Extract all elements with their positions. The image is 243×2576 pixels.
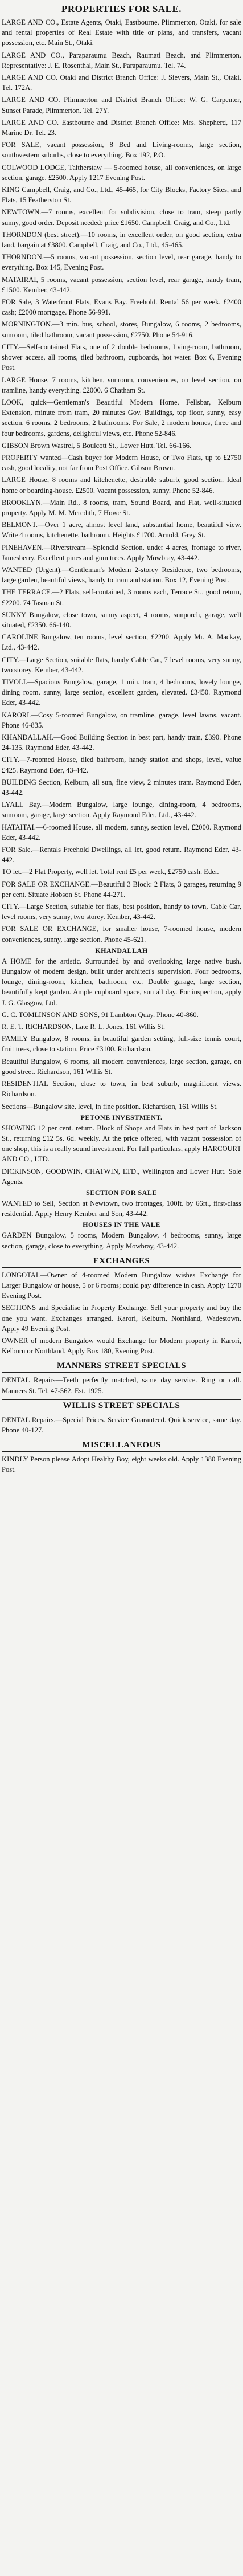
classified-ad: PROPERTY wanted—Cash buyer for Modern House, or Two Flats, up to £2750 cash, good locality, not far from Post Office. Gibson Brown.: [2, 453, 241, 472]
classified-ad: LARGE AND CO. Eastbourne and District Branch Office: Mrs. Shepherd, 117 Marine Dr. Tel. 23.: [2, 118, 241, 137]
classified-ad: COLWOOD LODGE, Taitherstaw — 5-roomed house, all conveniences, on large section, garage. £2500. Apply 1217 Evening Post.: [2, 163, 241, 182]
section-heading: EXCHANGES: [2, 1255, 241, 1268]
classified-ad: PINEHAVEN.—Riverstream—Splendid Section, under 4 acres, frontage to river, Jamesberry. Excellent pines and gum trees. Apply Mowbray, 43-442.: [2, 543, 241, 562]
classified-ad: LARGE AND CO. Plimmerton and District Branch Office: W. G. Carpenter, Sunset Parade, Plimmerton. Tel. 27Y.: [2, 96, 241, 115]
section-heading: PROPERTIES FOR SALE.: [61, 3, 182, 14]
classified-ad: LARGE AND CO., Estate Agents, Otaki, Eastbourne, Plimmerton, Otaki, for sale and rental properties of Real Estate with title or plans, and transfers, vacant possession, etc. Main St., Otaki.: [2, 18, 241, 47]
classified-ad: DENTAL Repairs.—Special Prices. Service Guaranteed. Quick service, same day. Phone 40-127.: [2, 1415, 241, 1434]
classified-ad: Beautiful Bungalow, 6 rooms, all modern conveniences, large section, garage, on good street. Richardson, 161 Willis St.: [2, 1057, 241, 1076]
classified-ad: R. E. T. RICHARDSON, Late R. L. Jones, 161 Willis St.: [2, 1023, 166, 1031]
classifieds-column: [2, 3, 241, 1475]
classified-ad: HATAITAI.—6-roomed House, all modern, sunny, section level, £2000. Raymond Eder, 43-442.: [2, 823, 241, 842]
classified-ad: NEWTOWN.—7 rooms, excellent for subdivision, close to tram, steep partly sunny, good order. Deposit needed: price £1650. Campbell, Craig, and Co., Ltd.: [2, 208, 241, 227]
classified-ad: FOR SALE OR EXCHANGE, for smaller house, 7-roomed house, modern conveniences, sunny, large section. Phone 45-621.: [2, 925, 241, 944]
classified-ad: LARGE AND CO., Paraparaumu Beach, Raumati Beach, and Plimmerton. Representative: J. E. Rosenthal, Main St., Paraparaumu. Tel. 74.: [2, 51, 241, 70]
classified-ad: A HOME for the artistic. Surrounded by and overlooking large native bush. Bungalow of modern design, built under architect's supervision. Four bedrooms, lounge, dining-room, kitchen, bathroom, etc. Double garage, large section, beautifully kept garden. Ample cupboard space, sun all day. For inspection, apply J. G. Glasgow, Ltd.: [2, 957, 241, 1007]
classified-ad: LARGE AND CO. Otaki and District Branch Office: J. Sievers, Main St., Otaki. Tel. 172A.: [2, 74, 241, 92]
classified-ad: G. C. TOMLINSON AND SONS, 91 Lambton Quay. Phone 40-860.: [2, 1010, 199, 1019]
classified-ad: BELMONT.—Over 1 acre, almost level land, substantial home, beautiful view. Write 4 rooms, kitchenette, bathroom. Heights £1700. Arnold, Grey St.: [2, 521, 241, 540]
classified-ad: TO let.—2 Flat Property, well let. Total rent £5 per week, £2750 cash. Eder.: [2, 868, 219, 876]
classified-ad: DENTAL Repairs—Teeth perfectly matched, same day service. Ring or call. Manners St. Tel. 47-562. Est. 1925.: [2, 1376, 241, 1395]
classified-ad: RESIDENTIAL Section, close to town, in best suburb, magnificent views. Richardson.: [2, 1080, 241, 1099]
classified-ad: SUNNY Bungalow, close town, sunny aspect, 4 rooms, sunporch, garage, well situated, £2350. 66-140.: [2, 610, 241, 629]
classified-ad: FOR SALE OR EXCHANGE.—Beautiful 3 Block: 2 Flats, 3 garages, returning 9 per cent. Situate Hobson St. Phone 44-271.: [2, 880, 241, 899]
classified-ad: FOR Sale, 3 Waterfront Flats, Evans Bay. Freehold. Rental 56 per week. £2400 cash; £2000 mortgage. Phone 56-991.: [2, 298, 241, 317]
classified-ad: MORNINGTON.—3 min. bus, school, stores, Bungalow, 6 rooms, 2 bedrooms, sunroom, tiled bathroom, vacant possession, £2750. Phone 54-916.: [2, 320, 241, 339]
classified-ad: GIBSON Brown Wastrel, 5 Boulcott St., Lower Hutt. Tel. 66-166.: [2, 441, 192, 450]
classified-ad: SHOWING 12 per cent. return. Block of Shops and Flats in best part of Jackson St., returning £12 5s. 6d. weekly. At the price offered, with vacant possession of one shop, this is a really sound investment. For full particulars, apply HARCOURT AND CO., LTD.: [2, 1124, 241, 1164]
section-heading: HOUSES IN THE VALE: [83, 1220, 160, 1229]
classified-ad: WANTED to Sell, Section at Newtown, two frontages, 100ft. by 66ft., first-class residential. Apply Henry Kember and Son, 43-442.: [2, 1199, 241, 1218]
classified-ad: TIVOLI.—Spacious Bungalow, garage, 1 min. tram, 4 bedrooms, lovely lounge, dining room, sunny, large section, excellent garden, elevated. £3450. Raymond Eder, 43-442.: [2, 677, 241, 707]
classified-ad: LARGE House, 7 rooms, kitchen, sunroom, conveniences, on level section, on tramline, handy everything. £2000. 6 Chatham St.: [2, 375, 241, 394]
classified-ad: CAROLINE Bungalow, ten rooms, level section, £2200. Apply Mr. A. Mackay, Ltd., 43-442.: [2, 633, 241, 652]
classified-ad: CITY.—Large Section, suitable for flats, best position, handy to town, Cable Car, level rooms, very sunny, two storey. Kember, 43-442.: [2, 903, 241, 921]
classified-ad: MATAIRAI, 5 rooms, vacant possession, section level, rear garage, handy tram, £1500. Kember, 43-442.: [2, 275, 241, 294]
classified-ad: LARGE House, 8 rooms and kitchenette, desirable suburb, good section. Ideal home or boarding-house. £2500. Vacant possession, sunny. Phone 52-846.: [2, 476, 241, 495]
classified-ad: CITY.—7-roomed House, tiled bathroom, handy station and shops, level, value £425. Raymond Eder, 43-442.: [2, 756, 241, 774]
classified-ad: THORNDON.—5 rooms, vacant possession, section level, rear garage, handy to everything. Box 145, Evening Post.: [2, 253, 241, 272]
section-heading: PETONE INVESTMENT.: [80, 1113, 163, 1121]
section-heading: WILLIS STREET SPECIALS: [2, 1399, 241, 1412]
section-heading: MANNERS STREET SPECIALS: [2, 1360, 241, 1373]
section-heading: KHANDALLAH: [95, 946, 148, 954]
section-heading: SECTION FOR SALE: [86, 1188, 157, 1197]
classified-ad: KARORI.—Cosy 5-roomed Bungalow, on tramline, garage, level lawns, vacant. Phone 46-835.: [2, 711, 241, 729]
classified-ad: BROOKLYN.—Main Rd., 8 rooms, tram, Sound Board, and Flat, well-situated property. Apply M. M. Meredith, 7 Howe St.: [2, 498, 241, 517]
classified-ad: KINDLY Person please Adopt Healthy Boy, eight weeks old. Apply 1380 Evening Post.: [2, 1455, 241, 1474]
classified-ad: THE TERRACE.—2 Flats, self-contained, 3 rooms each, Terrace St., good return, £2200. 74 Tasman St.: [2, 588, 241, 607]
classified-ad: Sections—Bungalow site, level, in fine position. Richardson, 161 Willis St.: [2, 1102, 218, 1111]
classified-ad: WANTED (Urgent).—Gentleman's Modern 2-storey Residence, two bedrooms, large garden, beautiful views, handy to tram and station. Box 12, Evening Post.: [2, 565, 241, 585]
classified-ad: THORNDON (best street).—10 rooms, in excellent order, on good section, extra land, bargain at £3800. Campbell, Craig, and Co., Ltd., 45-465.: [2, 230, 241, 250]
classified-ad: CITY.—Self-contained Flats, one of 2 double bedrooms, living-room, bathroom, shower access, all rooms, tiled bathroom, cupboards, hot water. Box 6, Evening Post.: [2, 342, 241, 372]
section-heading: MISCELLANEOUS: [2, 1439, 241, 1452]
classified-ad: FOR SALE, vacant possession, 8 Bed and Living-rooms, large section, southwestern suburbs, close to everything. Box 192, P.O.: [2, 141, 241, 160]
classified-ad: LONGOTAI.—Owner of 4-roomed Modern Bungalow wishes Exchange for Larger Bungalow or house, 5 or 6 rooms; could pay difference in cash. Apply 1270 Evening Post.: [2, 1271, 241, 1300]
classified-ad: FAMILY Bungalow, 8 rooms, in beautiful garden setting, full-size tennis court, fruit trees, close to station. Price £3100. Richardson.: [2, 1035, 241, 1054]
classified-ad: KING Campbell, Craig, and Co., Ltd., 45-465, for City Blocks, Factory Sites, and Flats, 15 Featherston St.: [2, 186, 241, 205]
classified-ad: SECTIONS and Specialise in Property Exchange. Sell your property and buy the one you want. Exchanges arranged. Karori, Kelburn, Northland, Wadestown. Apply 49 Evening Post.: [2, 1304, 241, 1333]
classified-ad: DICKINSON, GOODWIN, CHATWIN, LTD., Wellington and Lower Hutt. Sole Agents.: [2, 1167, 241, 1186]
classified-ad: LYALL Bay.—Modern Bungalow, large lounge, dining-room, 4 bedrooms, sunroom, garage, large section. Apply Raymond Eder, Ltd., 43-442.: [2, 801, 241, 819]
classified-ad: GARDEN Bungalow, 5 rooms, Modern Bungalow, 4 bedrooms, sunny, large section, garage, close to everything. Apply Mowbray, 43-442.: [2, 1231, 241, 1250]
classified-ad: FOR Sale.—Rentals Freehold Dwellings, all let, good return. Raymond Eder, 43-442.: [2, 846, 241, 864]
classified-ad: OWNER of modern Bungalow would Exchange for Modern property in Karori, Kelburn or Northland. Apply Box 180, Evening Post.: [2, 1336, 241, 1356]
classified-ad: BUILDING Section, Kelburn, all sun, fine view, 2 minutes tram. Raymond Eder, 43-442.: [2, 778, 241, 797]
classified-ad: CITY.—Large Section, suitable flats, handy Cable Car, 7 level rooms, very sunny, two storey. Kember, 43-442.: [2, 655, 241, 674]
classified-ad: LOOK, quick—Gentleman's Beautiful Modern Home, Fellsbar, Kelburn Extension, minute from tram, 20 minutes Gov. Buildings, top floor, sunny, easy section. 6 rooms, 2 bedrooms, 2 bathrooms. For Sale, 2 modern homes, three and four bedrooms, gardens, delightful views, etc. Phone 52-846.: [2, 398, 241, 438]
classified-ad: KHANDALLAH.—Good Building Section in best part, handy train, £390. Phone 24-135. Raymond Eder, 43-442.: [2, 733, 241, 752]
